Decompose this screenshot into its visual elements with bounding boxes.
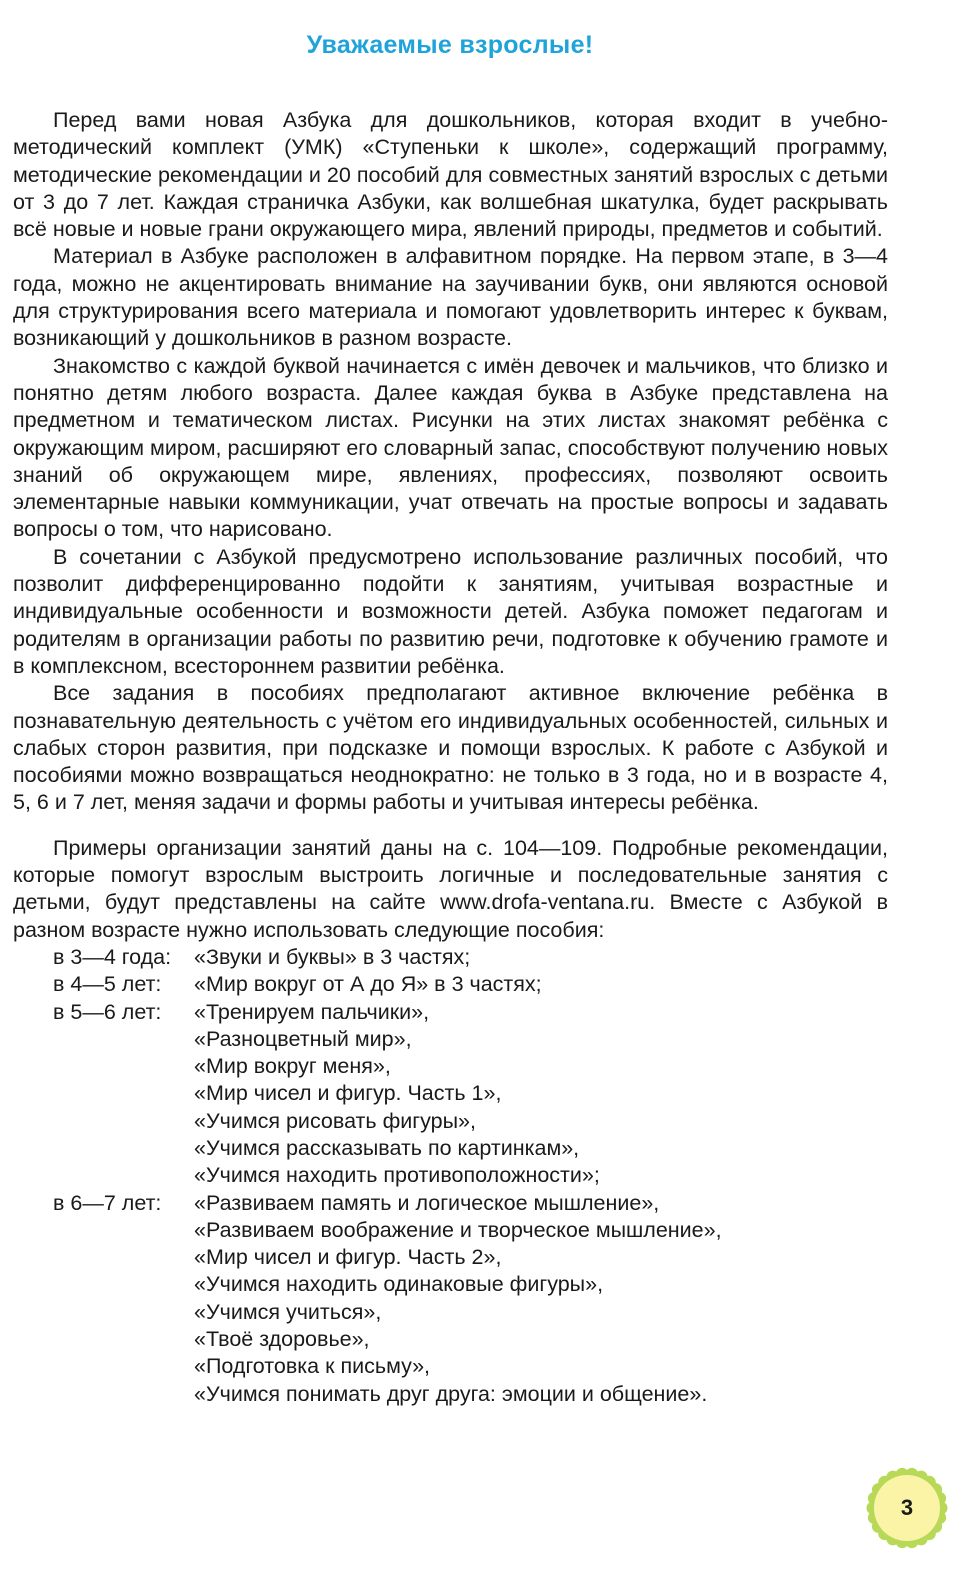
manual-title: «Звуки и буквы» в 3 частях; <box>194 944 471 969</box>
manual-title: «Разноцветный мир», <box>194 1026 412 1051</box>
paragraph-examples: Примеры организации занятий даны на с. 104—109. Подробные рекомендации, которые помогут взрослым выстроить логичные и последовательные занятия с детьми, будут представлены на сайте www.drofa-ventana.ru. Вместе с Азбукой в разном возрасте нужно использовать следующие пособия: <box>13 835 888 942</box>
manual-title: «Подготовка к письму», <box>194 1354 431 1379</box>
age-group-row <box>13 1190 888 1408</box>
manual-title: «Развиваем воображение и творческое мышление», <box>194 1217 722 1242</box>
manual-list <box>194 1190 888 1408</box>
age-label: в 5—6 лет: <box>53 999 162 1024</box>
age-label: в 3—4 года: <box>53 944 172 969</box>
age-manual-list <box>13 944 888 1408</box>
age-group-row <box>13 971 888 998</box>
manual-title: «Мир чисел и фигур. Часть 1», <box>194 1081 502 1106</box>
manual-title: «Учимся учиться», <box>194 1299 382 1324</box>
manual-list <box>194 971 888 998</box>
article-body <box>13 107 888 1408</box>
manual-title: «Учимся рисовать фигуры», <box>194 1108 476 1133</box>
paragraph-intro: Перед вами новая Азбука для дошкольников, которая входит в учебно-методический комплект (УМК) «Ступеньки к школе», содержащий программу, методические рекомендации и 20 пособий для совместных занятий взрослых с детьми от 3 до 7 лет. Каждая страничка Азбуки, как волшебная шкатулка, будет раскрывать всё новые и новые грани окружающего мира, явлений природы, предметов и событий. <box>13 108 888 242</box>
age-group-row <box>13 999 888 1190</box>
manual-title: «Учимся понимать друг друга: эмоции и общение». <box>194 1381 708 1406</box>
manual-title: «Мир чисел и фигур. Часть 2», <box>194 1245 502 1270</box>
manual-title: «Тренируем пальчики», <box>194 999 430 1024</box>
manual-title: «Развиваем память и логическое мышление», <box>194 1190 660 1215</box>
manual-title: «Учимся рассказывать по картинкам», <box>194 1135 580 1160</box>
paragraph-letter-pages: Знакомство с каждой буквой начинается с имён девочек и мальчиков, что близко и понятно детям любого возраста. Далее каждая буква в Азбуке представлена на предметном и тематическом листах. Рисунки на этих листах знакомят ребёнка с окружающим миром, расширяют его словарный запас, способствуют получению новых знаний об окружающем мире, явлениях, профессиях, позволяют освоить элементарные навыки коммуникации, учат отвечать на простые вопросы и задавать вопросы о том, что нарисовано. <box>13 353 888 542</box>
manual-title: «Учимся находить противоположности»; <box>194 1163 600 1188</box>
paragraph-manuals: В сочетании с Азбукой предусмотрено использование различных пособий, что позволит дифференцированно подойти к занятиям, учитывая возрастные и индивидуальные особенности и возможности детей. Азбука поможет педагогам и родителям в организации работы по развитию речи, подготовке к обучению грамоте и в комплексном, всестороннем развитии ребёнка. <box>13 544 888 678</box>
manual-title: «Твоё здоровье», <box>194 1327 370 1352</box>
page-title: Уважаемые взрослые! <box>306 30 594 59</box>
age-label: в 4—5 лет: <box>53 972 162 997</box>
page-number: 3 <box>900 1495 914 1520</box>
age-group-row <box>13 944 888 971</box>
manual-list <box>194 944 888 971</box>
manual-list <box>194 999 888 1190</box>
paragraph-tasks: Все задания в пособиях предполагают активное включение ребёнка в познавательную деятельность с учётом его индивидуальных особенностей, сильных и слабых сторон развития, при подсказке и помощи взрослых. К работе с Азбукой и пособиями можно возвращаться неоднократно: не только в 3 года, но и в возрасте 4, 5, 6 и 7 лет, меняя задачи и формы работы и учитывая интересы ребёнка. <box>13 681 888 815</box>
page-number-badge <box>866 1467 948 1549</box>
age-label: в 6—7 лет: <box>53 1190 162 1215</box>
paragraph-alphabet-order: Материал в Азбуке расположен в алфавитном порядке. На первом этапе, в 3—4 года, можно не акцентировать внимание на заучивании букв, они являются основой для структурирования всего материала и помогают удовлетворить интерес к буквам, возникающий у дошкольников в разном возрасте. <box>13 244 888 351</box>
manual-title: «Учимся находить одинаковые фигуры», <box>194 1272 604 1297</box>
manual-title: «Мир вокруг меня», <box>194 1054 391 1079</box>
manual-title: «Мир вокруг от А до Я» в 3 частях; <box>194 972 542 997</box>
